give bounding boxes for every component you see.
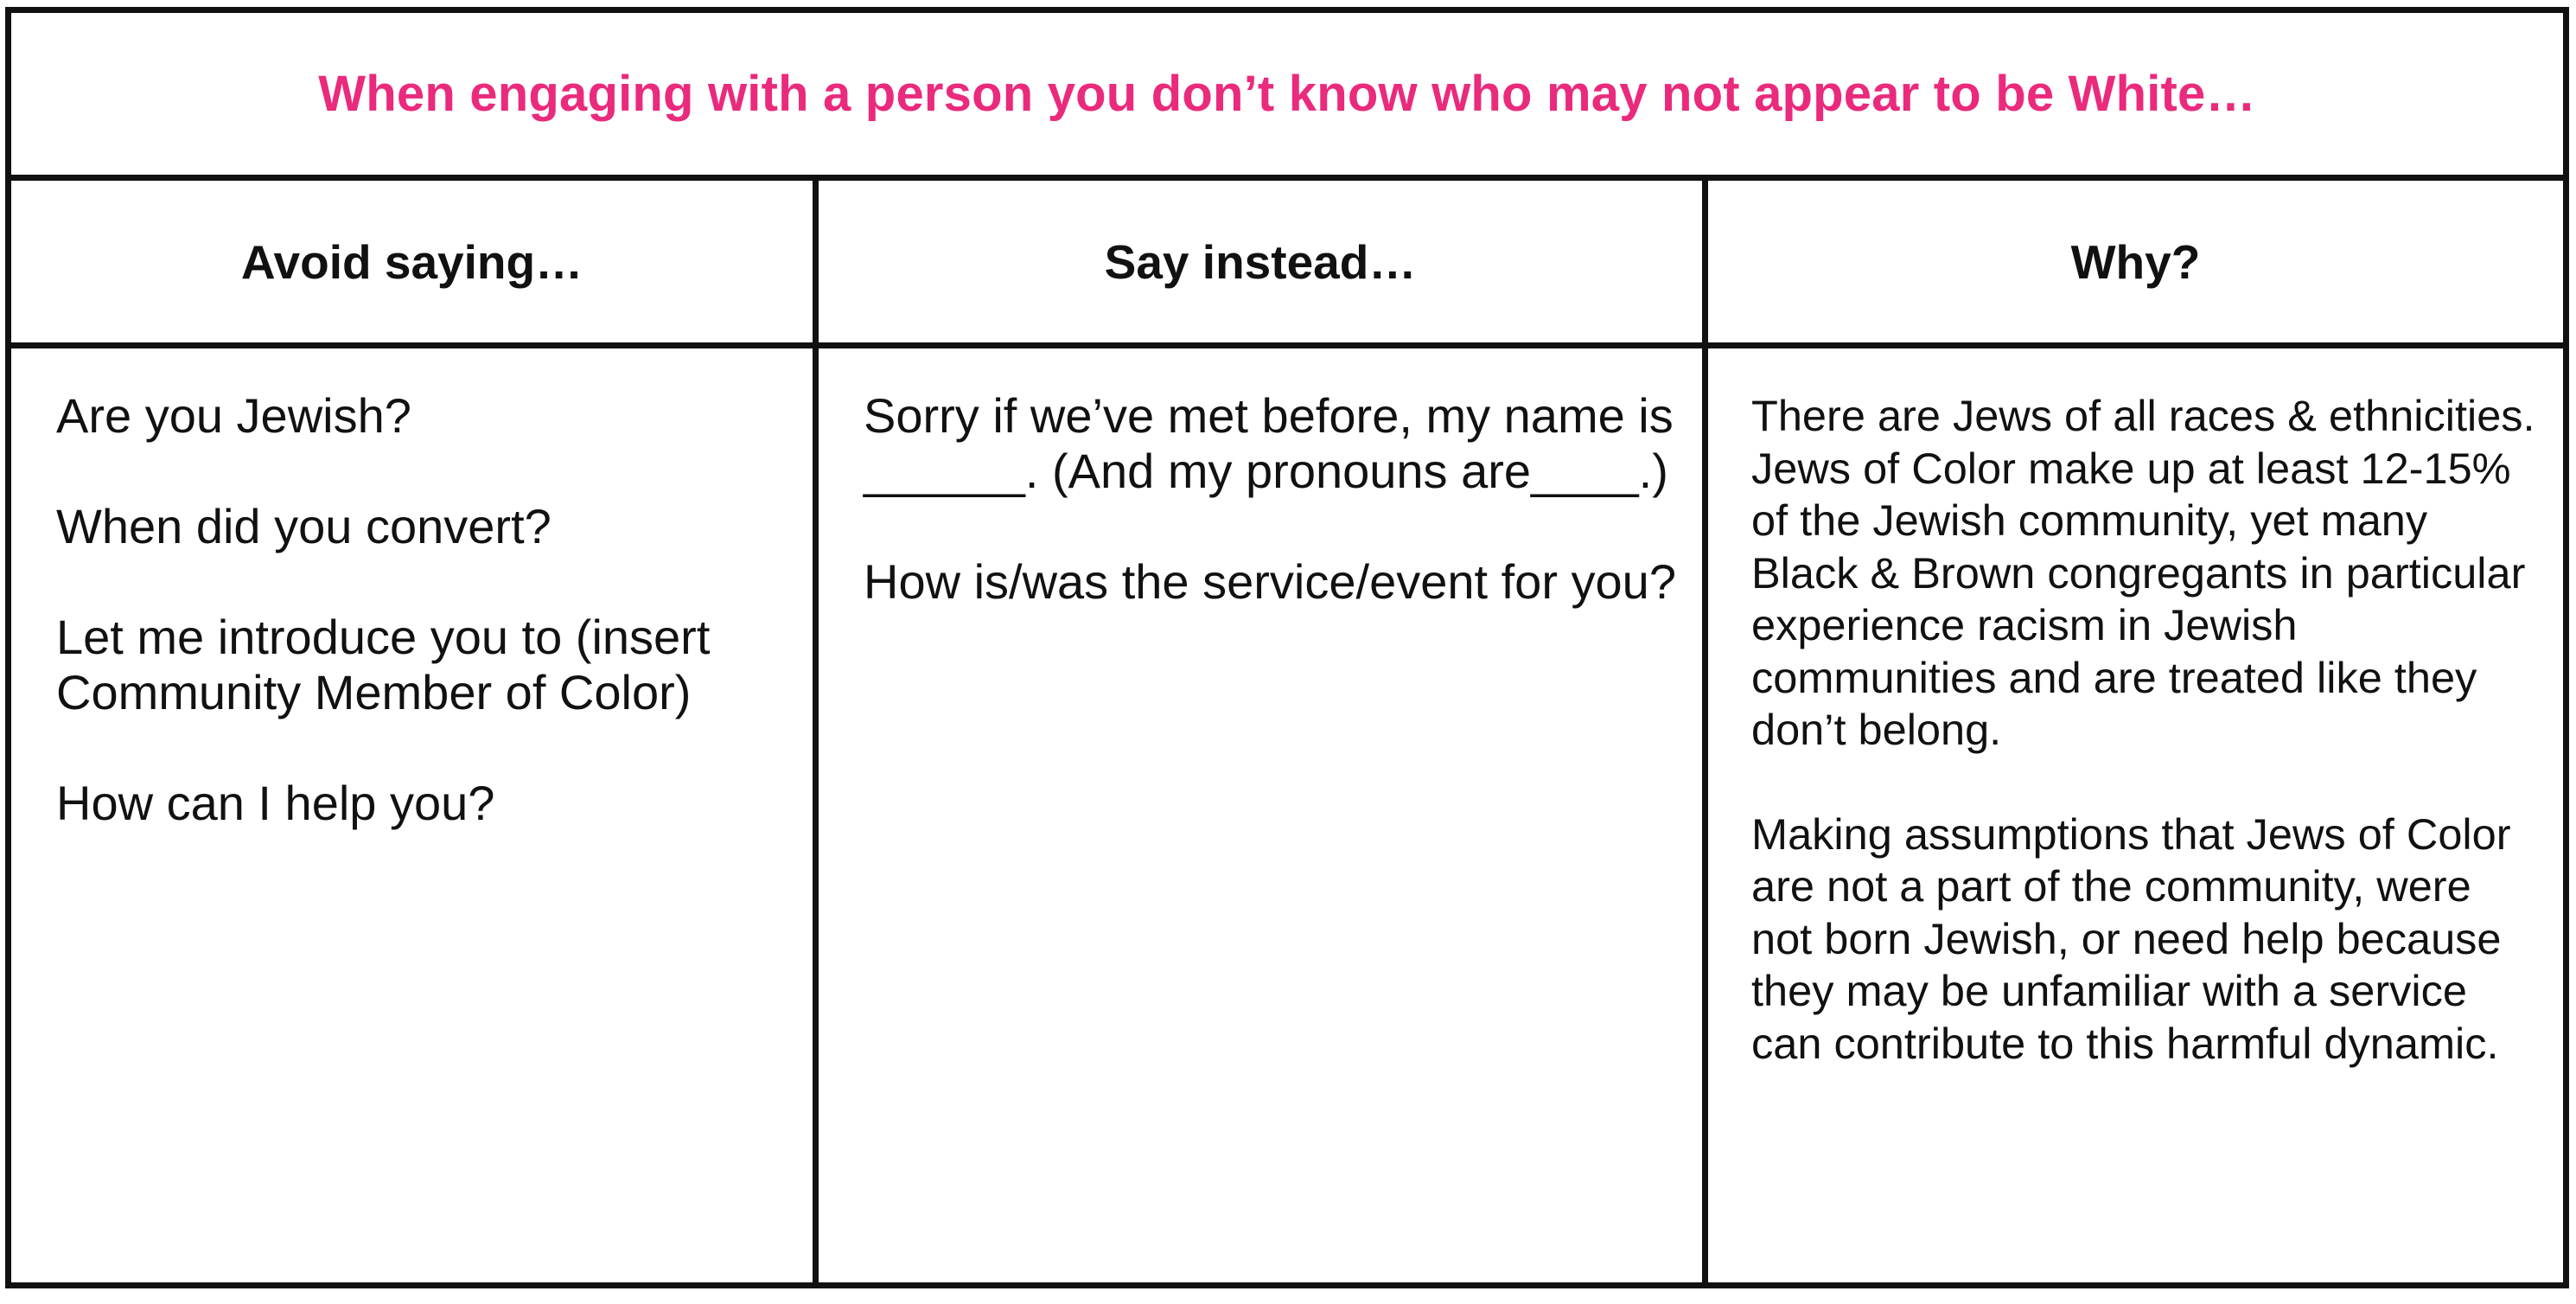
column-header-say-instead: Say instead… (1104, 234, 1417, 289)
table-title: When engaging with a person you don’t know who may not appear to be White… (318, 66, 2256, 122)
table-title-row (11, 13, 2563, 181)
avoid-entry: How can I help you? (56, 776, 495, 830)
column-body-why (1708, 348, 2563, 1070)
avoid-entry: Let me introduce you to (insert Community Member of Color) (56, 610, 711, 719)
why-paragraph: There are Jews of all races & ethnicities. Jews of Color make up at least 12-15% of the Jewish community, yet many Black & Brown congregants in particular experience racism in Jewish communities and are treated like they don’t belong. (1751, 391, 2535, 754)
why-paragraph: Making assumptions that Jews of Color are not a part of the community, were not born Jewish, or need help because they may be unfamiliar with a service can contribute to this harmful dynamic. (1751, 809, 2511, 1068)
say-instead-entry: How is/was the service/event for you? (864, 554, 1676, 609)
column-header-cell (11, 181, 813, 348)
guidance-table (5, 7, 2569, 1288)
column-header-why: Why? (2070, 234, 2201, 289)
column-body-avoid-saying (11, 348, 813, 831)
column-why (1708, 181, 2563, 1282)
avoid-entry: When did you convert? (56, 499, 552, 553)
column-header-avoid-saying: Avoid saying… (240, 234, 583, 289)
column-header-cell (819, 181, 1702, 348)
column-avoid-saying (11, 181, 819, 1282)
say-instead-entry: Sorry if we’ve met before, my name is ______. (And my pronouns are____.) (864, 388, 1674, 498)
avoid-entry: Are you Jewish? (56, 388, 411, 443)
column-header-cell (1708, 181, 2563, 348)
table-columns (11, 181, 2563, 1282)
column-body-say-instead (819, 348, 1702, 610)
column-say-instead (819, 181, 1708, 1282)
